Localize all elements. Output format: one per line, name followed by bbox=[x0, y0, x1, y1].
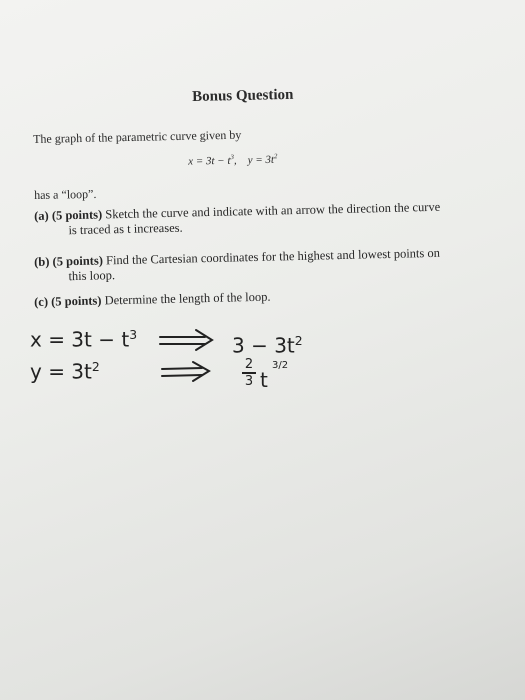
part-a-label: (a) bbox=[34, 208, 49, 223]
fraction-denominator: 3 bbox=[244, 373, 254, 389]
handwritten-fraction bbox=[242, 358, 256, 388]
part-c-label: (c) bbox=[34, 294, 49, 309]
part-a-text: Sketch the curve and indicate with an arrow the direction the curve bbox=[105, 199, 441, 222]
handwritten-dx-text: 3 − 3t bbox=[232, 333, 295, 358]
page-title: Bonus Question bbox=[192, 86, 294, 105]
equation-y-exponent: 2 bbox=[273, 153, 278, 161]
handwritten-dx-result bbox=[232, 333, 303, 358]
equation-separator: , bbox=[233, 154, 237, 167]
implies-arrow-icon bbox=[160, 330, 212, 350]
implies-arrow-icon bbox=[162, 362, 209, 381]
handwritten-x-text: x = 3t − t bbox=[30, 327, 130, 352]
equation-y: y = 3t bbox=[247, 153, 275, 167]
part-b-text-cont: this loop. bbox=[68, 268, 116, 284]
handwritten-y-exponent: 2 bbox=[91, 359, 100, 374]
part-a-points: (5 points) bbox=[51, 207, 103, 223]
part-c-points: (5 points) bbox=[50, 293, 102, 309]
part-a-text-cont: is traced as t increases. bbox=[68, 220, 183, 238]
handwritten-t: t bbox=[260, 368, 268, 392]
handwritten-t-exponent: 3/2 bbox=[272, 360, 289, 371]
equation-x-exponent: 3 bbox=[230, 154, 234, 162]
handwritten-x-exponent: 3 bbox=[129, 327, 138, 342]
equation-x: x = 3t − t bbox=[188, 154, 231, 168]
part-c-text: Determine the length of the loop. bbox=[104, 289, 271, 308]
fraction-numerator: 2 bbox=[244, 357, 254, 372]
handwritten-dx-exponent: 2 bbox=[294, 333, 303, 348]
part-b-text: Find the Cartesian coordinates for the highest and lowest points on bbox=[105, 245, 441, 268]
part-b-points: (5 points) bbox=[52, 253, 104, 269]
part-b-label: (b) bbox=[34, 254, 50, 269]
handwritten-y-text: y = 3t bbox=[30, 359, 92, 384]
loop-statement: has a “loop”. bbox=[34, 186, 97, 202]
intro-text: The graph of the parametric curve given by bbox=[33, 127, 242, 146]
